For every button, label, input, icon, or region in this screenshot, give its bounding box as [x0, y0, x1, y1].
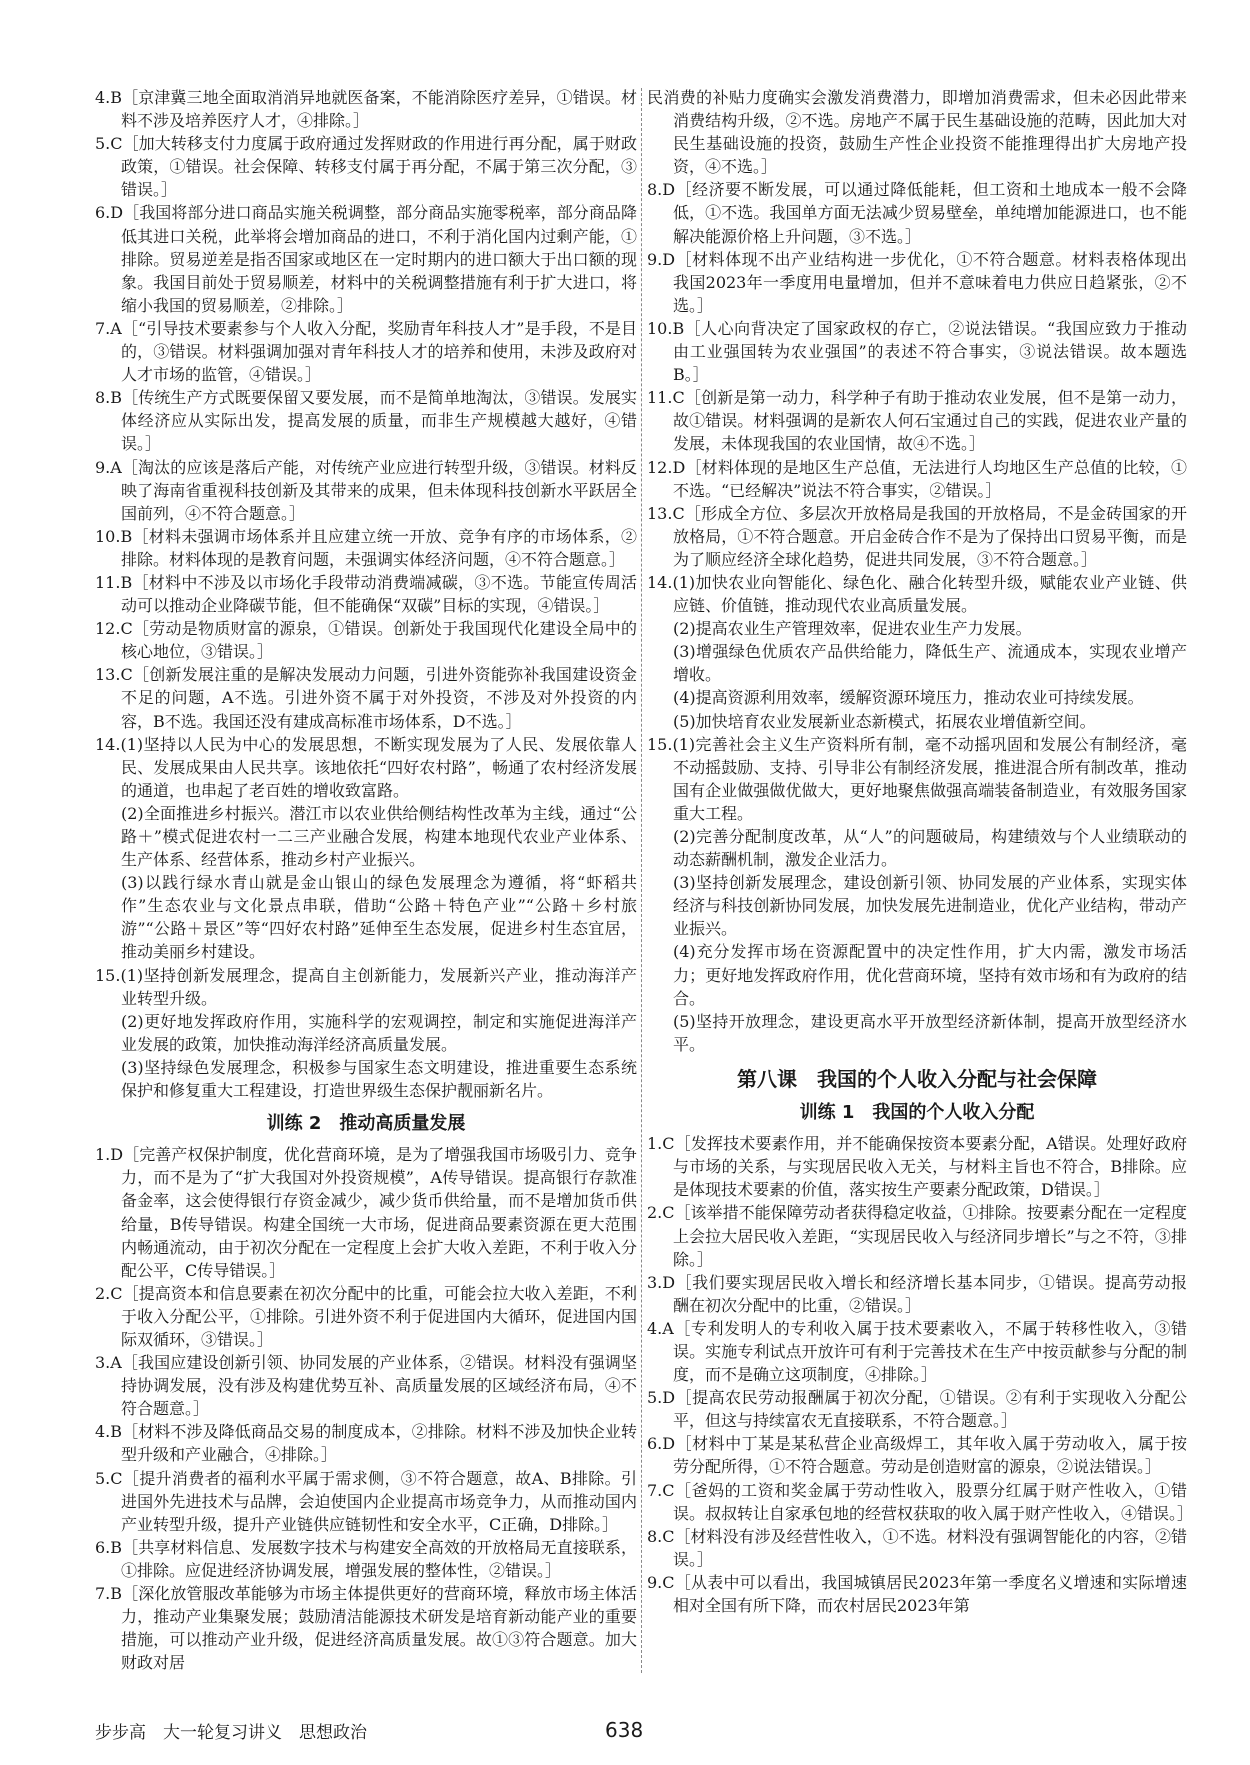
answer-sub-list: [647, 825, 1187, 1056]
answer-item: 8.D［经济要不断发展，可以通过降低能耗，但工资和土地成本一般不会降低，①不选。我国单方面无法减少贸易壁垒，单纯增加能源进口，也不能解决能源价格上升问题，③不选。］: [647, 180, 1187, 246]
answer-item: 11.C［创新是第一动力，科学种子有助于推动农业发展，但不是第一动力，故①错误。材料强调的是新农人何石宝通过自己的实践，促进农业产量的发展，未体现我国的农业国情，故④不选。］: [647, 388, 1187, 454]
answer-subitem: (3)坚持绿色发展理念，积极参与国家生态文明建设，推进重要生态系统保护和修复重大工程建设，打造世界级生态保护靓丽新名片。: [121, 1057, 637, 1101]
lesson-heading: 第八课 我国的个人收入分配与社会保障: [737, 1066, 1097, 1091]
answer-subitem: (5)坚持开放理念，建设更高水平开放型经济新体制，提高开放型经济水平。: [673, 1011, 1187, 1054]
answer-subitem: (3)以践行绿水青山就是金山银山的绿色发展理念为遵循，将“虾稻共作”生态农业与文化景点串联，借助“公路＋特色产业”“公路＋乡村旅游”“公路＋景区”等“四好农村路”延伸至生态发展，促进乡村生态宜居，推动美丽乡村建设。: [121, 873, 637, 962]
section-heading-training1: 训练 1 我国的个人收入分配: [799, 1102, 1035, 1124]
book-title: 步步高 大一轮复习讲义 思想政治: [95, 1723, 367, 1743]
answer-item: 15.(1)坚持创新发展理念，提高自主创新能力，发展新兴产业，推动海洋产业转型升级。: [95, 965, 637, 1008]
answer-sub-list: [647, 617, 1187, 732]
answer-subitem: (2)全面推进乡村振兴。潜江市以农业供给侧结构性改革为主线，通过“公路＋”模式促进农村一二三产业融合发展，构建本地现代农业产业体系、生产体系、经营体系，推动乡村产业振兴。: [121, 803, 637, 870]
answer-item: 民消费的补贴力度确实会激发消费潜力，即增加消费需求，但未必因此带来消费结构升级，②不选。房地产不属于民生基础设施的范畴，因此加大对民生基础设施的投资，鼓励生产性企业投资不能推理得出扩大房地产投资，④不选。］: [647, 88, 1187, 177]
answer-item: 6.D［材料中丁某是某私营企业高级焊工，其年收入属于劳动收入，属于按劳分配所得，①不符合题意。劳动是创造财富的源泉，②说法错误。］: [647, 1434, 1187, 1477]
answer-item: 5.D［提高农民劳动报酬属于初次分配，①错误。②有利于实现收入分配公平，但这与持续富农无直接联系，不符合题意。］: [647, 1388, 1187, 1431]
answer-subitem: (2)提高农业生产管理效率，促进农业生产力发展。: [673, 619, 1032, 639]
answer-item: 14.(1)加快农业向智能化、绿色化、融合化转型升级，赋能农业产业链、供应链、价值链，推动现代农业高质量发展。: [647, 572, 1187, 616]
answer-item: 14.(1)坚持以人民为中心的发展思想，不断实现发展为了人民、发展依靠人民、发展成果由人民共享。该地依托“四好农村路”，畅通了农村经济发展的通道，也串起了老百姓的增收致富路。: [95, 734, 637, 800]
left-column: [95, 86, 637, 1674]
answer-item: 12.D［材料体现的是地区生产总值，无法进行人均地区生产总值的比较，①不选。“已经解决”说法不符合事实，②错误。］: [647, 457, 1187, 500]
page-footer: [95, 1718, 1187, 1748]
answer-list: [647, 86, 1187, 617]
answer-list: [647, 1132, 1194, 1617]
answer-item: 7.C［爸妈的工资和奖金属于劳动性收入，股票分红属于财产性收入，①错误。叔叔转让自家承包地的经营权获取的收入属于财产性收入，④错误。］: [647, 1480, 1194, 1523]
answer-item: 2.C［该举措不能保障劳动者获得稳定收益，①排除。按要素分配在一定程度上会拉大居民收入差距，“实现居民收入与经济同步增长”与之不符，③排除。］: [647, 1203, 1187, 1269]
answer-item: 5.C［加大转移支付力度属于政府通过发挥财政的作用进行再分配，属于财政政策，①错误。社会保障、转移支付属于再分配，不属于第三次分配，③错误。］: [95, 134, 637, 200]
answer-subitem: (2)完善分配制度改革，从“人”的问题破局，构建绩效与个人业绩联动的动态薪酬机制，激发企业活力。: [673, 827, 1187, 870]
answer-item: 1.D［完善产权保护制度，优化营商环境，是为了增强我国市场吸引力、竞争力，而不是为了“扩大我国对外投资规模”，A传导错误。提高银行存款准备金率，这会使得银行存资金减少，减少货币供给量，而不是增加货币供给量，B传导错误。构建全国统一大市场，促进商品要素资源在更大范围内畅通流动，由于初次分配在一定程度上会扩大收入差距，不利于收入分配公平，C传导错误。］: [95, 1145, 637, 1280]
answer-item: 9.C［从表中可以看出，我国城镇居民2023年第一季度名义增速和实际增速相对全国有所下降，而农村居民2023年第: [647, 1572, 1187, 1615]
page-number: 638: [605, 1718, 644, 1742]
answer-item: 8.B［传统生产方式既要保留又要发展，而不是简单地淘汰，③错误。发展实体经济应从实际出发，提高发展的质量，而非生产规模越大越好，④错误。］: [95, 388, 637, 454]
answer-item: 4.B［京津冀三地全面取消消异地就医备案，不能消除医疗差异，①错误。材料不涉及培养医疗人才，④排除。］: [95, 88, 637, 131]
answer-item: 7.A［“引导技术要素参与个人收入分配，奖励青年科技人才”是手段，不是目的，③错误。材料强调加强对青年科技人才的培养和使用，未涉及政府对人才市场的监管，④错误。］: [95, 318, 637, 385]
answer-item: 6.D［我国将部分进口商品实施关税调整，部分商品实施零税率，部分商品降低其进口关税，此举将会增加商品的进口，不利于消化国内过剩产能，①排除。贸易逆差是指否国家或地区在一定时期内的进口额大于出口额的现象。我国目前处于贸易顺差，材料中的关税调整措施有利于扩大进口，将缩小我国的贸易顺差，②排除。］: [95, 203, 637, 315]
answer-item: 6.B［共享材料信息、发展数字技术与构建安全高效的开放格局无直接联系，①排除。应促进经济协调发展，增强发展的整体性，②错误。］: [95, 1537, 637, 1580]
answer-item: 5.C［提升消费者的福利水平属于需求侧，③不符合题意，故A、B排除。引进国外先进技术与品牌，会迫使国内企业提高市场竞争力，从而推动国内产业转型升级，提升产业链供应链韧性和安全水平，C正确，D排除。］: [95, 1468, 637, 1534]
answer-sub-list: [95, 802, 637, 964]
answer-sub-list: [95, 1010, 637, 1102]
answer-item: 2.C［提高资本和信息要素在初次分配中的比重，可能会拉大收入差距，不利于收入分配公平，①排除。引进外资不利于促进国内大循环，促进国内国际双循环，③错误。］: [95, 1283, 637, 1349]
answer-item: 1.C［发挥技术要素作用，并不能确保按资本要素分配，A错误。处理好政府与市场的关系，与实现居民收入无关，与材料主旨也不符合，B排除。应是体现技术要素的价值，落实按生产要素分配政策，D错误。］: [647, 1134, 1187, 1200]
answer-item: 10.B［材料未强调市场体系并且应建立统一开放、竞争有序的市场体系，②排除。材料体现的是教育问题，未强调实体经济问题，④不符合题意。］: [95, 526, 637, 569]
answer-item: 11.B［材料中不涉及以市场化手段带动消费端减碳，③不选。节能宣传周活动可以推动企业降碳节能，但不能确保“双碳”目标的实现，④错误。］: [95, 572, 637, 616]
answer-subitem: (2)更好地发挥政府作用，实施科学的宏观调控，制定和实施促进海洋产业发展的政策，加快推动海洋经济高质量发展。: [121, 1011, 637, 1054]
right-column: [647, 86, 1194, 1617]
answer-item: 13.C［创新发展注重的是解决发展动力问题，引进外资能弥补我国建设资金不足的问题，A不选。引进外资不属于对外投资，不涉及对外投资的内容，B不选。我国还没有建成高标准市场体系，D不选。］: [95, 665, 637, 731]
answer-subitem: (3)增强绿色优质农产品供给能力，降低生产、流通成本，实现农业增产增收。: [673, 642, 1187, 685]
answer-item: 3.D［我们要实现居民收入增长和经济增长基本同步，①错误。提高劳动报酬在初次分配中的比重，②错误。］: [647, 1272, 1187, 1315]
answer-item: 3.A［我国应建设创新引领、协同发展的产业体系，②错误。材料没有强调坚持协调发展，没有涉及构建优势互补、高质量发展的区域经济布局，④不符合题意。］: [95, 1353, 637, 1419]
answer-item: 10.B［人心向背决定了国家政权的存亡，②说法错误。“我国应致力于推动由工业强国转为农业强国”的表述不符合事实，③说法错误。故本题选B。］: [647, 318, 1187, 385]
answer-item: 9.D［材料体现不出产业结构进一步优化，①不符合题意。材料表格体现出我国2023年一季度用电量增加，但并不意味着电力供应日趋紧张，②不选。］: [647, 249, 1187, 315]
answer-item: 13.C［形成全方位、多层次开放格局是我国的开放格局，不是金砖国家的开放格局，①不符合题意。开启金砖合作不是为了保持出口贸易平衡，而是为了顺应经济全球化趋势，促进共同发展，③不符合题意。］: [647, 503, 1187, 569]
answer-item: 9.A［淘汰的应该是落后产能，对传统产业应进行转型升级，③错误。材料反映了海南省重视科技创新及其带来的成果，但未体现科技创新水平跃居全国前列，④不符合题意。］: [95, 457, 637, 523]
answer-list: [95, 86, 637, 802]
answer-item: 12.C［劳动是物质财富的源泉，①错误。创新处于我国现代化建设全局中的核心地位，③错误。］: [95, 619, 637, 662]
answer-item: 4.A［专利发明人的专利收入属于技术要素收入，不属于转移性收入，③错误。实施专利试点开放许可有利于完善技术在生产中按贡献参与分配的制度，而不是确立这项制度，④排除。］: [647, 1318, 1187, 1385]
answer-subitem: (3)坚持创新发展理念，建设创新引领、协同发展的产业体系，实现实体经济与科技创新协同发展，加快发展先进制造业，优化产业结构，带动产业振兴。: [673, 873, 1187, 939]
answer-subitem: (5)加快培育农业发展新业态新模式，拓展农业增值新空间。: [673, 711, 1096, 731]
answer-item: 7.B［深化放管服改革能够为市场主体提供更好的营商环境，释放市场主体活力，推动产业集聚发展；鼓励清洁能源技术研发是培育新动能产业的重要措施，可以推动产业升级，促进经济高质量发展。故①③符合题意。加大财政对居: [95, 1584, 637, 1673]
answer-item: 4.B［材料不涉及降低商品交易的制度成本，②排除。材料不涉及加快企业转型升级和产业融合，④排除。］: [95, 1422, 637, 1465]
answer-subitem: (4)提高资源利用效率，缓解资源环境压力，推动农业可持续发展。: [673, 688, 1144, 708]
answer-list: [95, 964, 637, 1010]
answer-list: [95, 1143, 637, 1674]
section-heading-training2: 训练 2 推动高质量发展: [266, 1113, 466, 1135]
answer-subitem: (4)充分发挥市场在资源配置中的决定性作用，扩大内需，激发市场活力；更好地发挥政府作用，优化营商环境，坚持有效市场和有为政府的结合。: [673, 942, 1187, 1008]
column-divider: [641, 88, 642, 1673]
answer-list: [647, 733, 1187, 825]
answer-item: 8.C［材料没有涉及经营性收入，①不选。材料没有强调智能化的内容，②错误。］: [647, 1526, 1187, 1569]
answer-item: 15.(1)完善社会主义生产资料所有制，毫不动摇巩固和发展公有制经济，毫不动摇鼓励、支持、引导非公有制经济发展，推进混合所有制改革，推动国有企业做强做优做大，更好地聚焦做强高端装备制造业，有效服务国家重大工程。: [647, 734, 1187, 823]
